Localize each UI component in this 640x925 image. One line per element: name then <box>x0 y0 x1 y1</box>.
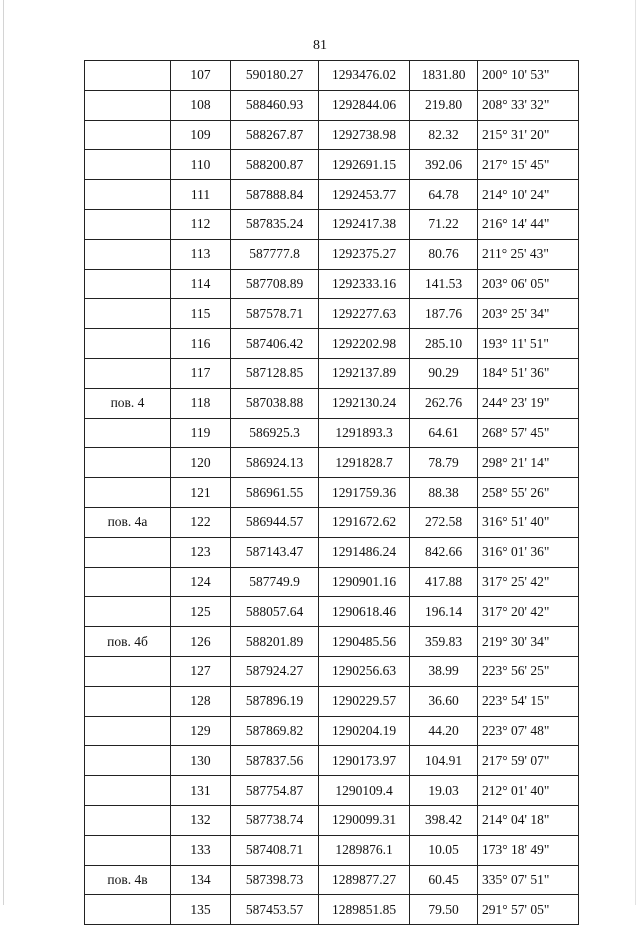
length-cell: 272.58 <box>410 507 478 537</box>
y-coordinate-cell: 1292333.16 <box>319 269 410 299</box>
x-coordinate-cell: 587406.42 <box>231 329 319 359</box>
turn-label-cell <box>85 686 171 716</box>
y-coordinate-cell: 1290229.57 <box>319 686 410 716</box>
turn-label-cell <box>85 180 171 210</box>
table-row <box>85 209 579 239</box>
length-cell: 78.79 <box>410 448 478 478</box>
table-row <box>85 776 579 806</box>
y-coordinate-cell: 1290099.31 <box>319 805 410 835</box>
y-coordinate-cell: 1292277.63 <box>319 299 410 329</box>
angle-cell: 316° 01' 36" <box>478 537 579 567</box>
point-number-cell: 120 <box>171 448 231 478</box>
angle-cell: 217° 59' 07" <box>478 746 579 776</box>
table-row <box>85 388 579 418</box>
table-row <box>85 627 579 657</box>
turn-label-cell <box>85 299 171 329</box>
angle-cell: 193° 11' 51" <box>478 329 579 359</box>
point-number-cell: 132 <box>171 805 231 835</box>
y-coordinate-cell: 1292137.89 <box>319 358 410 388</box>
turn-label-cell <box>85 329 171 359</box>
point-number-cell: 116 <box>171 329 231 359</box>
point-number-cell: 108 <box>171 90 231 120</box>
angle-cell: 217° 15' 45" <box>478 150 579 180</box>
y-coordinate-cell: 1292202.98 <box>319 329 410 359</box>
x-coordinate-cell: 587896.19 <box>231 686 319 716</box>
y-coordinate-cell: 1292691.15 <box>319 150 410 180</box>
angle-cell: 184° 51' 36" <box>478 358 579 388</box>
angle-cell: 244° 23' 19" <box>478 388 579 418</box>
length-cell: 219.80 <box>410 90 478 120</box>
y-coordinate-cell: 1292417.38 <box>319 209 410 239</box>
length-cell: 262.76 <box>410 388 478 418</box>
length-cell: 417.88 <box>410 567 478 597</box>
x-coordinate-cell: 587708.89 <box>231 269 319 299</box>
x-coordinate-cell: 588200.87 <box>231 150 319 180</box>
point-number-cell: 125 <box>171 597 231 627</box>
turn-label-cell <box>85 448 171 478</box>
turn-label-cell: пов. 4б <box>85 627 171 657</box>
point-number-cell: 122 <box>171 507 231 537</box>
table-row <box>85 716 579 746</box>
angle-cell: 268° 57' 45" <box>478 418 579 448</box>
x-coordinate-cell: 590180.27 <box>231 61 319 91</box>
y-coordinate-cell: 1292844.06 <box>319 90 410 120</box>
table-row <box>85 269 579 299</box>
x-coordinate-cell: 587837.56 <box>231 746 319 776</box>
y-coordinate-cell: 1293476.02 <box>319 61 410 91</box>
table-row <box>85 448 579 478</box>
table-row <box>85 895 579 925</box>
angle-cell: 223° 54' 15" <box>478 686 579 716</box>
table-row <box>85 478 579 508</box>
table-row <box>85 567 579 597</box>
turn-label-cell <box>85 597 171 627</box>
length-cell: 36.60 <box>410 686 478 716</box>
table-row <box>85 507 579 537</box>
coordinates-table <box>84 60 579 925</box>
point-number-cell: 114 <box>171 269 231 299</box>
turn-label-cell <box>85 209 171 239</box>
turn-label-cell <box>85 716 171 746</box>
coordinates-table-body <box>85 61 579 925</box>
x-coordinate-cell: 586961.55 <box>231 478 319 508</box>
table-row <box>85 120 579 150</box>
x-coordinate-cell: 587888.84 <box>231 180 319 210</box>
point-number-cell: 126 <box>171 627 231 657</box>
table-row <box>85 358 579 388</box>
turn-label-cell <box>85 120 171 150</box>
y-coordinate-cell: 1290485.56 <box>319 627 410 657</box>
y-coordinate-cell: 1291486.24 <box>319 537 410 567</box>
length-cell: 60.45 <box>410 865 478 895</box>
x-coordinate-cell: 587835.24 <box>231 209 319 239</box>
angle-cell: 214° 10' 24" <box>478 180 579 210</box>
point-number-cell: 131 <box>171 776 231 806</box>
point-number-cell: 124 <box>171 567 231 597</box>
x-coordinate-cell: 588057.64 <box>231 597 319 627</box>
turn-label-cell <box>85 61 171 91</box>
x-coordinate-cell: 587578.71 <box>231 299 319 329</box>
x-coordinate-cell: 587754.87 <box>231 776 319 806</box>
length-cell: 842.66 <box>410 537 478 567</box>
length-cell: 104.91 <box>410 746 478 776</box>
point-number-cell: 110 <box>171 150 231 180</box>
table-row <box>85 865 579 895</box>
angle-cell: 298° 21' 14" <box>478 448 579 478</box>
turn-label-cell <box>85 835 171 865</box>
angle-cell: 173° 18' 49" <box>478 835 579 865</box>
x-coordinate-cell: 587924.27 <box>231 656 319 686</box>
y-coordinate-cell: 1290173.97 <box>319 746 410 776</box>
point-number-cell: 119 <box>171 418 231 448</box>
table-row <box>85 418 579 448</box>
table-row <box>85 686 579 716</box>
point-number-cell: 133 <box>171 835 231 865</box>
page-number: 81 <box>313 38 327 53</box>
point-number-cell: 115 <box>171 299 231 329</box>
length-cell: 90.29 <box>410 358 478 388</box>
x-coordinate-cell: 587143.47 <box>231 537 319 567</box>
turn-label-cell <box>85 358 171 388</box>
point-number-cell: 135 <box>171 895 231 925</box>
turn-label-cell <box>85 776 171 806</box>
y-coordinate-cell: 1291672.62 <box>319 507 410 537</box>
y-coordinate-cell: 1289877.27 <box>319 865 410 895</box>
point-number-cell: 112 <box>171 209 231 239</box>
length-cell: 398.42 <box>410 805 478 835</box>
angle-cell: 219° 30' 34" <box>478 627 579 657</box>
length-cell: 187.76 <box>410 299 478 329</box>
turn-label-cell: пов. 4а <box>85 507 171 537</box>
point-number-cell: 107 <box>171 61 231 91</box>
x-coordinate-cell: 587408.71 <box>231 835 319 865</box>
length-cell: 64.78 <box>410 180 478 210</box>
table-row <box>85 299 579 329</box>
point-number-cell: 123 <box>171 537 231 567</box>
angle-cell: 258° 55' 26" <box>478 478 579 508</box>
y-coordinate-cell: 1292453.77 <box>319 180 410 210</box>
y-coordinate-cell: 1290618.46 <box>319 597 410 627</box>
angle-cell: 335° 07' 51" <box>478 865 579 895</box>
x-coordinate-cell: 587128.85 <box>231 358 319 388</box>
y-coordinate-cell: 1290901.16 <box>319 567 410 597</box>
length-cell: 38.99 <box>410 656 478 686</box>
y-coordinate-cell: 1291759.36 <box>319 478 410 508</box>
table-row <box>85 329 579 359</box>
angle-cell: 203° 25' 34" <box>478 299 579 329</box>
angle-cell: 316° 51' 40" <box>478 507 579 537</box>
table-row <box>85 835 579 865</box>
turn-label-cell <box>85 895 171 925</box>
angle-cell: 212° 01' 40" <box>478 776 579 806</box>
table-row <box>85 150 579 180</box>
point-number-cell: 128 <box>171 686 231 716</box>
turn-label-cell <box>85 478 171 508</box>
point-number-cell: 117 <box>171 358 231 388</box>
y-coordinate-cell: 1290256.63 <box>319 656 410 686</box>
scan-edge-right <box>635 0 636 905</box>
turn-label-cell <box>85 805 171 835</box>
x-coordinate-cell: 587749.9 <box>231 567 319 597</box>
length-cell: 71.22 <box>410 209 478 239</box>
length-cell: 79.50 <box>410 895 478 925</box>
point-number-cell: 127 <box>171 656 231 686</box>
turn-label-cell <box>85 239 171 269</box>
y-coordinate-cell: 1291893.3 <box>319 418 410 448</box>
x-coordinate-cell: 586944.57 <box>231 507 319 537</box>
angle-cell: 200° 10' 53" <box>478 61 579 91</box>
turn-label-cell <box>85 537 171 567</box>
table-row <box>85 239 579 269</box>
length-cell: 44.20 <box>410 716 478 746</box>
turn-label-cell <box>85 567 171 597</box>
table-row <box>85 61 579 91</box>
length-cell: 82.32 <box>410 120 478 150</box>
angle-cell: 317° 20' 42" <box>478 597 579 627</box>
turn-label-cell <box>85 90 171 120</box>
angle-cell: 223° 56' 25" <box>478 656 579 686</box>
length-cell: 1831.80 <box>410 61 478 91</box>
table-row <box>85 656 579 686</box>
x-coordinate-cell: 586924.13 <box>231 448 319 478</box>
point-number-cell: 130 <box>171 746 231 776</box>
turn-label-cell <box>85 656 171 686</box>
table-row <box>85 746 579 776</box>
x-coordinate-cell: 587738.74 <box>231 805 319 835</box>
y-coordinate-cell: 1289851.85 <box>319 895 410 925</box>
y-coordinate-cell: 1290109.4 <box>319 776 410 806</box>
angle-cell: 203° 06' 05" <box>478 269 579 299</box>
scan-edge-left <box>3 0 4 905</box>
length-cell: 196.14 <box>410 597 478 627</box>
x-coordinate-cell: 586925.3 <box>231 418 319 448</box>
turn-label-cell <box>85 269 171 299</box>
turn-label-cell: пов. 4в <box>85 865 171 895</box>
x-coordinate-cell: 588460.93 <box>231 90 319 120</box>
x-coordinate-cell: 587777.8 <box>231 239 319 269</box>
y-coordinate-cell: 1291828.7 <box>319 448 410 478</box>
angle-cell: 223° 07' 48" <box>478 716 579 746</box>
y-coordinate-cell: 1290204.19 <box>319 716 410 746</box>
y-coordinate-cell: 1292130.24 <box>319 388 410 418</box>
angle-cell: 214° 04' 18" <box>478 805 579 835</box>
table-row <box>85 805 579 835</box>
table-row <box>85 537 579 567</box>
table-row <box>85 180 579 210</box>
turn-label-cell <box>85 150 171 180</box>
point-number-cell: 118 <box>171 388 231 418</box>
length-cell: 64.61 <box>410 418 478 448</box>
x-coordinate-cell: 587869.82 <box>231 716 319 746</box>
turn-label-cell <box>85 418 171 448</box>
length-cell: 19.03 <box>410 776 478 806</box>
length-cell: 88.38 <box>410 478 478 508</box>
y-coordinate-cell: 1289876.1 <box>319 835 410 865</box>
point-number-cell: 111 <box>171 180 231 210</box>
x-coordinate-cell: 587398.73 <box>231 865 319 895</box>
y-coordinate-cell: 1292375.27 <box>319 239 410 269</box>
angle-cell: 216° 14' 44" <box>478 209 579 239</box>
turn-label-cell: пов. 4 <box>85 388 171 418</box>
length-cell: 285.10 <box>410 329 478 359</box>
point-number-cell: 134 <box>171 865 231 895</box>
x-coordinate-cell: 587038.88 <box>231 388 319 418</box>
angle-cell: 291° 57' 05" <box>478 895 579 925</box>
x-coordinate-cell: 588267.87 <box>231 120 319 150</box>
turn-label-cell <box>85 746 171 776</box>
angle-cell: 211° 25' 43" <box>478 239 579 269</box>
x-coordinate-cell: 587453.57 <box>231 895 319 925</box>
length-cell: 10.05 <box>410 835 478 865</box>
length-cell: 359.83 <box>410 627 478 657</box>
length-cell: 392.06 <box>410 150 478 180</box>
y-coordinate-cell: 1292738.98 <box>319 120 410 150</box>
x-coordinate-cell: 588201.89 <box>231 627 319 657</box>
point-number-cell: 113 <box>171 239 231 269</box>
point-number-cell: 129 <box>171 716 231 746</box>
length-cell: 141.53 <box>410 269 478 299</box>
table-row <box>85 597 579 627</box>
angle-cell: 317° 25' 42" <box>478 567 579 597</box>
angle-cell: 215° 31' 20" <box>478 120 579 150</box>
point-number-cell: 121 <box>171 478 231 508</box>
table-row <box>85 90 579 120</box>
angle-cell: 208° 33' 32" <box>478 90 579 120</box>
point-number-cell: 109 <box>171 120 231 150</box>
length-cell: 80.76 <box>410 239 478 269</box>
